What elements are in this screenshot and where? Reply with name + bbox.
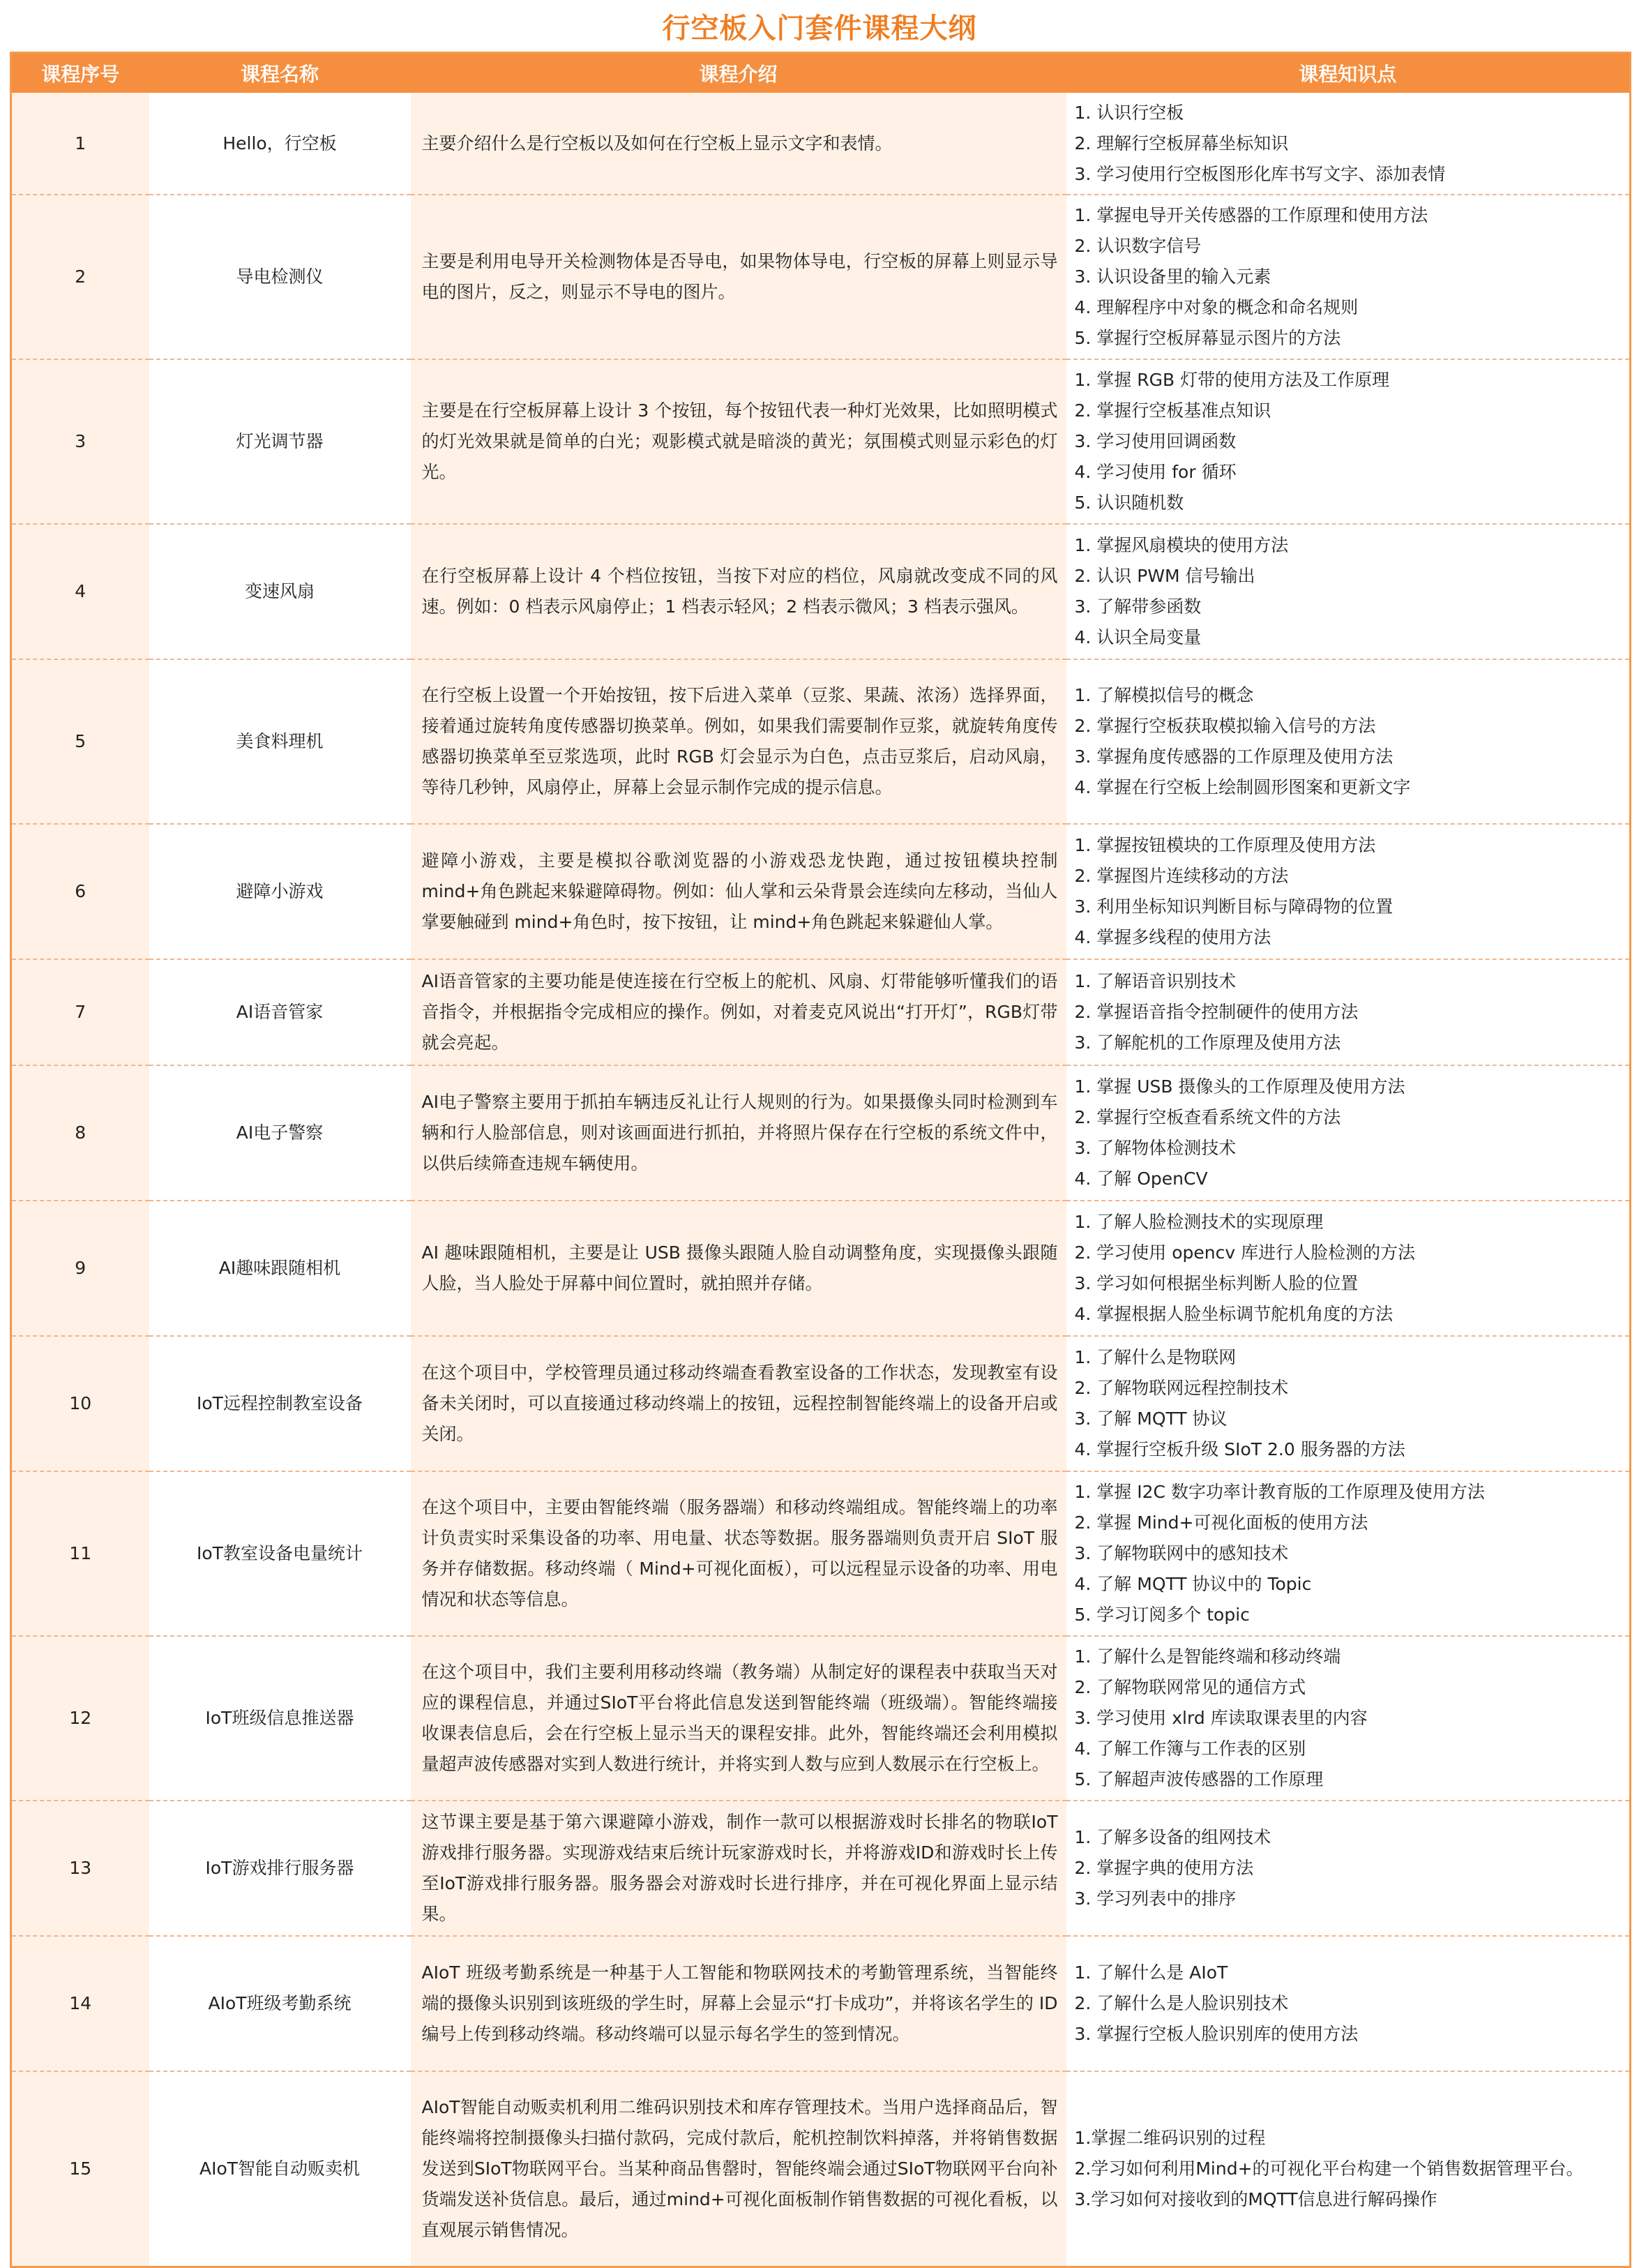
knowledge-point-item: 2. 理解行空板屏幕坐标知识 (1074, 133, 1289, 153)
knowledge-point-item: 4. 认识全局变量 (1074, 627, 1202, 647)
table-row (11, 359, 1631, 524)
knowledge-point-item: 2. 了解物联网远程控制技术 (1074, 1378, 1289, 1398)
knowledge-points-cell (1066, 1471, 1631, 1636)
course-intro-cell: 在这个项目中，学校管理员通过移动终端查看教室设备的工作状态，发现教室有设备未关闭时，可以直接通过移动终端上的按钮，远程控制智能终端上的设备开启或关闭。 (411, 1336, 1066, 1471)
knowledge-points-cell (1066, 93, 1631, 195)
knowledge-point-item: 5. 了解超声波传感器的工作原理 (1074, 1769, 1324, 1789)
table-row (11, 1936, 1631, 2071)
knowledge-points-cell (1066, 1201, 1631, 1336)
course-intro-cell: 主要是利用电导开关检测物体是否导电，如果物体导电，行空板的屏幕上则显示导电的图片，反之，则显示不导电的图片。 (411, 195, 1066, 359)
knowledge-points-cell (1066, 1636, 1631, 1801)
course-intro-cell: 避障小游戏，主要是模拟谷歌浏览器的小游戏恐龙快跑，通过按钮模块控制 mind+角色跳起来躲避障碍物。例如：仙人掌和云朵背景会连续向左移动，当仙人掌要触碰到 mind+角色时，按下按钮，让 mind+角色跳起来躲避仙人掌。 (411, 824, 1066, 959)
knowledge-point-item: 4. 学习使用 for 循环 (1074, 462, 1237, 482)
table-row (11, 524, 1631, 659)
course-name-cell: IoT远程控制教室设备 (149, 1336, 411, 1471)
course-intro-cell: AIoT智能自动贩卖机利用二维码识别技术和库存管理技术。当用户选择商品后，智能终端将控制摄像头扫描付款码，完成付款后，舵机控制饮料掉落，并将销售数据发送到SIoT物联网平台。当某种商品售罄时，智能终端会通过SIoT物联网平台向补货端发送补货信息。最后，通过mind+可视化面板制作销售数据的可视化看板，以直观展示销售情况。 (411, 2071, 1066, 2267)
knowledge-points-cell (1066, 1336, 1631, 1471)
course-intro-cell: AI语音管家的主要功能是使连接在行空板上的舵机、风扇、灯带能够听懂我们的语音指令，并根据指令完成相应的操作。例如，对着麦克风说出“打开灯”，RGB灯带就会亮起。 (411, 959, 1066, 1065)
course-number-cell: 14 (11, 1936, 149, 2071)
course-number-cell: 7 (11, 959, 149, 1065)
knowledge-point-item: 4. 掌握行空板升级 SIoT 2.0 服务器的方法 (1074, 1439, 1405, 1459)
table-row (11, 824, 1631, 959)
knowledge-point-item: 4. 了解工作簿与工作表的区别 (1074, 1738, 1306, 1759)
table-row (11, 1801, 1631, 1936)
table-row (11, 1471, 1631, 1636)
table-row (11, 1201, 1631, 1336)
knowledge-points-cell (1066, 824, 1631, 959)
knowledge-point-item: 2. 掌握字典的使用方法 (1074, 1858, 1254, 1878)
knowledge-point-item: 1. 掌握电导开关传感器的工作原理和使用方法 (1074, 205, 1428, 225)
knowledge-point-item: 3. 了解物联网中的感知技术 (1074, 1543, 1289, 1563)
course-intro-cell: 主要介绍什么是行空板以及如何在行空板上显示文字和表情。 (411, 93, 1066, 195)
course-number-cell: 15 (11, 2071, 149, 2267)
course-name-cell: AI趣味跟随相机 (149, 1201, 411, 1336)
knowledge-point-item: 3. 掌握行空板人脸识别库的使用方法 (1074, 2024, 1359, 2044)
course-name-cell: Hello，行空板 (149, 93, 411, 195)
knowledge-point-item: 1. 了解什么是智能终端和移动终端 (1074, 1646, 1341, 1667)
knowledge-point-item: 3.学习如何对接收到的MQTT信息进行解码操作 (1074, 2188, 1437, 2209)
course-name-cell: IoT游戏排行服务器 (149, 1801, 411, 1936)
knowledge-point-item: 1. 了解什么是物联网 (1074, 1347, 1237, 1367)
course-number-cell: 4 (11, 524, 149, 659)
knowledge-point-item: 3. 了解物体检测技术 (1074, 1138, 1237, 1158)
knowledge-points-cell (1066, 524, 1631, 659)
knowledge-point-item: 2.学习如何利用Mind+的可视化平台构建一个销售数据管理平台。 (1074, 2158, 1584, 2179)
course-number-cell: 2 (11, 195, 149, 359)
knowledge-point-item: 4. 掌握多线程的使用方法 (1074, 927, 1271, 947)
header-knowledge-points: 课程知识点 (1066, 53, 1631, 93)
knowledge-point-item: 3. 了解带参函数 (1074, 596, 1202, 617)
knowledge-point-item: 5. 掌握行空板屏幕显示图片的方法 (1074, 328, 1341, 348)
knowledge-points-cell (1066, 959, 1631, 1065)
header-course-name: 课程名称 (149, 53, 411, 93)
knowledge-point-item: 1.掌握二维码识别的过程 (1074, 2127, 1266, 2148)
knowledge-point-item: 3. 学习使用行空板图形化库书写文字、添加表情 (1074, 163, 1446, 184)
knowledge-point-item: 2. 了解物联网常见的通信方式 (1074, 1677, 1306, 1697)
knowledge-point-item: 1. 了解多设备的组网技术 (1074, 1827, 1271, 1847)
course-intro-cell: 在行空板屏幕上设计 4 个档位按钮，当按下对应的档位，风扇就改变成不同的风速。例如：0 档表示风扇停止；1 档表示轻风；2 档表示微风；3 档表示强风。 (411, 524, 1066, 659)
course-name-cell: 变速风扇 (149, 524, 411, 659)
course-number-cell: 5 (11, 659, 149, 824)
course-intro-cell: 在这个项目中，我们主要利用移动终端（教务端）从制定好的课程表中获取当天对应的课程信息，并通过SIoT平台将此信息发送到智能终端（班级端）。智能终端接收课表信息后，会在行空板上显示当天的课程安排。此外，智能终端还会利用模拟量超声波传感器对实到人数进行统计，并将实到人数与应到人数展示在行空板上。 (411, 1636, 1066, 1801)
knowledge-point-item: 2. 了解什么是人脸识别技术 (1074, 1993, 1289, 2013)
knowledge-point-item: 2. 掌握行空板获取模拟输入信号的方法 (1074, 716, 1376, 736)
knowledge-point-item: 1. 掌握按钮模块的工作原理及使用方法 (1074, 835, 1376, 855)
course-number-cell: 6 (11, 824, 149, 959)
knowledge-point-item: 1. 掌握风扇模块的使用方法 (1074, 535, 1289, 555)
knowledge-point-item: 3. 了解舵机的工作原理及使用方法 (1074, 1032, 1341, 1053)
course-number-cell: 8 (11, 1065, 149, 1201)
knowledge-point-item: 5. 认识随机数 (1074, 493, 1184, 513)
table-header-row (11, 53, 1631, 93)
course-name-cell: 美食料理机 (149, 659, 411, 824)
knowledge-point-item: 3. 学习使用 xlrd 库读取课表里的内容 (1074, 1708, 1368, 1728)
table-body (11, 93, 1631, 2267)
knowledge-points-cell (1066, 359, 1631, 524)
knowledge-point-item: 2. 认识 PWM 信号输出 (1074, 566, 1255, 586)
course-name-cell: 导电检测仪 (149, 195, 411, 359)
course-name-cell: 避障小游戏 (149, 824, 411, 959)
header-course-number: 课程序号 (11, 53, 149, 93)
knowledge-points-cell (1066, 1065, 1631, 1201)
course-intro-cell: 在这个项目中，主要由智能终端（服务器端）和移动终端组成。智能终端上的功率计负责实时采集设备的功率、用电量、状态等数据。服务器端则负责开启 SIoT 服务并存储数据。移动终端（ Mind+可视化面板），可以远程显示设备的功率、用电情况和状态等信息。 (411, 1471, 1066, 1636)
knowledge-point-item: 1. 掌握 RGB 灯带的使用方法及工作原理 (1074, 370, 1390, 390)
course-intro-cell: 这节课主要是基于第六课避障小游戏，制作一款可以根据游戏时长排名的物联IoT游戏排行服务器。实现游戏结束后统计玩家游戏时长，并将游戏ID和游戏时长上传至IoT游戏排行服务器。服务器会对游戏时长进行排序，并在可视化界面上显示结果。 (411, 1801, 1066, 1936)
page-title: 行空板入门套件课程大纲 (662, 12, 977, 45)
course-outline-table (10, 52, 1631, 2268)
course-intro-cell: AI电子警察主要用于抓拍车辆违反礼让行人规则的行为。如果摄像头同时检测到车辆和行人脸部信息，则对该画面进行抓拍，并将照片保存在行空板的系统文件中，以供后续筛查违规车辆使用。 (411, 1065, 1066, 1201)
table-row (11, 1065, 1631, 1201)
table-row (11, 659, 1631, 824)
knowledge-point-item: 2. 掌握语音指令控制硬件的使用方法 (1074, 1002, 1359, 1022)
table-row (11, 1336, 1631, 1471)
knowledge-point-item: 3. 学习使用回调函数 (1074, 431, 1237, 451)
knowledge-point-item: 3. 掌握角度传感器的工作原理及使用方法 (1074, 746, 1393, 767)
knowledge-point-item: 1. 了解什么是 AIoT (1074, 1962, 1228, 1983)
knowledge-point-item: 2. 学习使用 opencv 库进行人脸检测的方法 (1074, 1242, 1416, 1263)
course-name-cell: AI电子警察 (149, 1065, 411, 1201)
course-intro-cell: 主要是在行空板屏幕上设计 3 个按钮，每个按钮代表一种灯光效果，比如照明模式的灯光效果就是简单的白光；观影模式就是暗淡的黄光；氛围模式则显示彩色的灯光。 (411, 359, 1066, 524)
knowledge-point-item: 2. 认识数字信号 (1074, 236, 1202, 256)
knowledge-point-item: 4. 掌握根据人脸坐标调节舵机角度的方法 (1074, 1304, 1393, 1324)
course-name-cell: 灯光调节器 (149, 359, 411, 524)
knowledge-point-item: 3. 了解 MQTT 协议 (1074, 1409, 1228, 1429)
course-name-cell: AIoT班级考勤系统 (149, 1936, 411, 2071)
knowledge-point-item: 2. 掌握图片连续移动的方法 (1074, 866, 1289, 886)
knowledge-point-item: 2. 掌握行空板基准点知识 (1074, 400, 1271, 421)
course-number-cell: 11 (11, 1471, 149, 1636)
course-name-cell: AIoT智能自动贩卖机 (149, 2071, 411, 2267)
table-row (11, 93, 1631, 195)
knowledge-point-item: 3. 学习如何根据坐标判断人脸的位置 (1074, 1273, 1359, 1293)
knowledge-point-item: 4. 了解 OpenCV (1074, 1169, 1208, 1189)
course-intro-cell: AI 趣味跟随相机，主要是让 USB 摄像头跟随人脸自动调整角度，实现摄像头跟随人脸，当人脸处于屏幕中间位置时，就拍照并存储。 (411, 1201, 1066, 1336)
course-number-cell: 12 (11, 1636, 149, 1801)
knowledge-points-cell (1066, 659, 1631, 824)
course-number-cell: 10 (11, 1336, 149, 1471)
table-row (11, 195, 1631, 359)
table-row (11, 2071, 1631, 2267)
knowledge-point-item: 1. 了解模拟信号的概念 (1074, 685, 1254, 705)
knowledge-point-item: 1. 掌握 USB 摄像头的工作原理及使用方法 (1074, 1076, 1405, 1097)
course-number-cell: 13 (11, 1801, 149, 1936)
course-number-cell: 1 (11, 93, 149, 195)
knowledge-point-item: 4. 掌握在行空板上绘制圆形图案和更新文字 (1074, 777, 1411, 797)
course-name-cell: IoT教室设备电量统计 (149, 1471, 411, 1636)
course-number-cell: 3 (11, 359, 149, 524)
knowledge-point-item: 3. 学习列表中的排序 (1074, 1888, 1237, 1909)
knowledge-points-cell (1066, 195, 1631, 359)
knowledge-point-item: 4. 理解程序中对象的概念和命名规则 (1074, 297, 1359, 317)
knowledge-point-item: 3. 利用坐标知识判断目标与障碍物的位置 (1074, 896, 1393, 917)
knowledge-point-item: 4. 了解 MQTT 协议中的 Topic (1074, 1574, 1312, 1594)
knowledge-point-item: 1. 认识行空板 (1074, 102, 1184, 123)
course-number-cell: 9 (11, 1201, 149, 1336)
course-name-cell: AI语音管家 (149, 959, 411, 1065)
course-intro-cell: 在行空板上设置一个开始按钮，按下后进入菜单（豆浆、果蔬、浓汤）选择界面，接着通过旋转角度传感器切换菜单。例如，如果我们需要制作豆浆，就旋转角度传感器切换菜单至豆浆选项，此时 RGB 灯会显示为白色，点击豆浆后，启动风扇，等待几秒钟，风扇停止，屏幕上会显示制作完成的提示信息。 (411, 659, 1066, 824)
knowledge-points-cell (1066, 1936, 1631, 2071)
knowledge-point-item: 1. 了解人脸检测技术的实现原理 (1074, 1212, 1324, 1232)
knowledge-points-cell (1066, 2071, 1631, 2267)
knowledge-point-item: 3. 认识设备里的输入元素 (1074, 266, 1271, 287)
knowledge-point-item: 1. 掌握 I2C 数字功率计教育版的工作原理及使用方法 (1074, 1482, 1485, 1502)
knowledge-point-item: 2. 掌握行空板查看系统文件的方法 (1074, 1107, 1341, 1127)
table-row (11, 1636, 1631, 1801)
header-course-intro: 课程介绍 (411, 53, 1066, 93)
knowledge-point-item: 2. 掌握 Mind+可视化面板的使用方法 (1074, 1512, 1368, 1533)
knowledge-point-item: 5. 学习订阅多个 topic (1074, 1605, 1250, 1625)
course-name-cell: IoT班级信息推送器 (149, 1636, 411, 1801)
knowledge-point-item: 1. 了解语音识别技术 (1074, 971, 1237, 991)
knowledge-points-cell (1066, 1801, 1631, 1936)
table-row (11, 959, 1631, 1065)
course-intro-cell: AIoT 班级考勤系统是一种基于人工智能和物联网技术的考勤管理系统，当智能终端的摄像头识别到该班级的学生时，屏幕上会显示“打卡成功”，并将该名学生的 ID 编号上传到移动终端。移动终端可以显示每名学生的签到情况。 (411, 1936, 1066, 2071)
